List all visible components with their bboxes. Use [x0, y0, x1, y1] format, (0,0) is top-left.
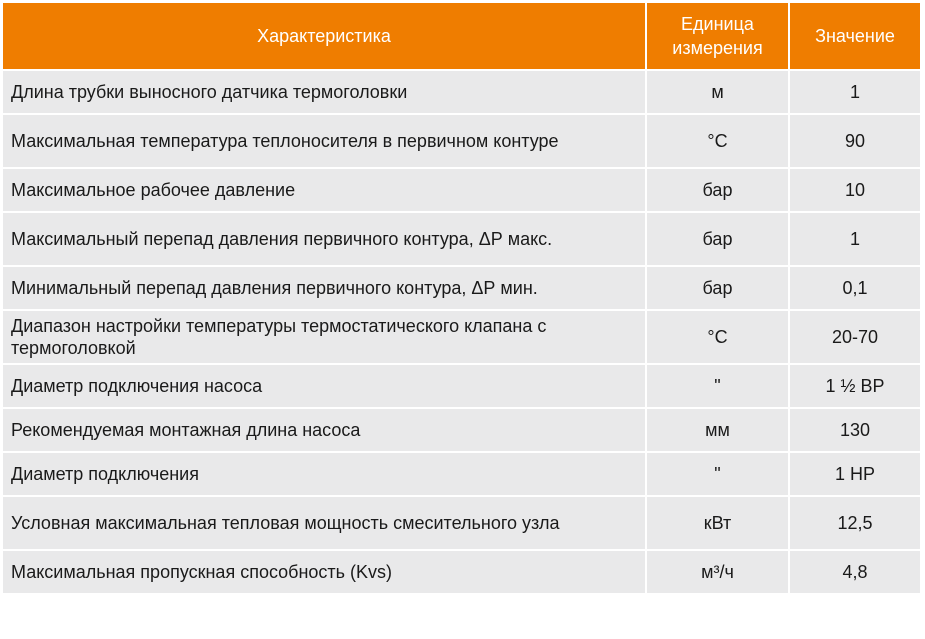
- row-name: Максимальная температура теплоносителя в первичном контуре: [3, 114, 646, 168]
- row-value: 90: [789, 114, 920, 168]
- row-value: 1: [789, 212, 920, 266]
- row-unit: бар: [646, 266, 789, 310]
- header-row: [3, 3, 920, 70]
- row-unit: бар: [646, 212, 789, 266]
- row-name: Длина трубки выносного датчика термоголовки: [3, 70, 646, 114]
- header-unit: Единица измерения: [646, 3, 789, 70]
- table-row: [3, 310, 920, 364]
- table-row: [3, 452, 920, 496]
- row-value: 10: [789, 168, 920, 212]
- table-row: [3, 266, 920, 310]
- row-unit: °C: [646, 310, 789, 364]
- row-value: 1 ½ ВР: [789, 364, 920, 408]
- row-unit: ": [646, 364, 789, 408]
- row-value: 1: [789, 70, 920, 114]
- specs-table: [3, 3, 920, 593]
- row-name: Максимальный перепад давления первичного контура, ΔР макс.: [3, 212, 646, 266]
- header-value: Значение: [789, 3, 920, 70]
- table-row: [3, 550, 920, 593]
- row-unit: мм: [646, 408, 789, 452]
- row-value: 20-70: [789, 310, 920, 364]
- table-row: [3, 496, 920, 550]
- row-name: Максимальное рабочее давление: [3, 168, 646, 212]
- row-name: Диапазон настройки температуры термостатического клапана с термоголовкой: [3, 310, 646, 364]
- header-characteristic: Характеристика: [3, 3, 646, 70]
- row-name: Рекомендуемая монтажная длина насоса: [3, 408, 646, 452]
- row-unit: бар: [646, 168, 789, 212]
- row-unit: °C: [646, 114, 789, 168]
- row-name: Минимальный перепад давления первичного контура, ΔР мин.: [3, 266, 646, 310]
- row-unit: м: [646, 70, 789, 114]
- row-unit: кВт: [646, 496, 789, 550]
- row-name: Максимальная пропускная способность (Kvs): [3, 550, 646, 593]
- table-row: [3, 168, 920, 212]
- row-value: 4,8: [789, 550, 920, 593]
- row-name: Диаметр подключения насоса: [3, 364, 646, 408]
- row-value: 0,1: [789, 266, 920, 310]
- row-name: Диаметр подключения: [3, 452, 646, 496]
- table-row: [3, 114, 920, 168]
- row-name: Условная максимальная тепловая мощность смесительного узла: [3, 496, 646, 550]
- row-value: 1 НР: [789, 452, 920, 496]
- row-unit: м³/ч: [646, 550, 789, 593]
- table-row: [3, 70, 920, 114]
- table-row: [3, 408, 920, 452]
- table-row: [3, 364, 920, 408]
- row-value: 130: [789, 408, 920, 452]
- table-row: [3, 212, 920, 266]
- row-unit: ": [646, 452, 789, 496]
- row-value: 12,5: [789, 496, 920, 550]
